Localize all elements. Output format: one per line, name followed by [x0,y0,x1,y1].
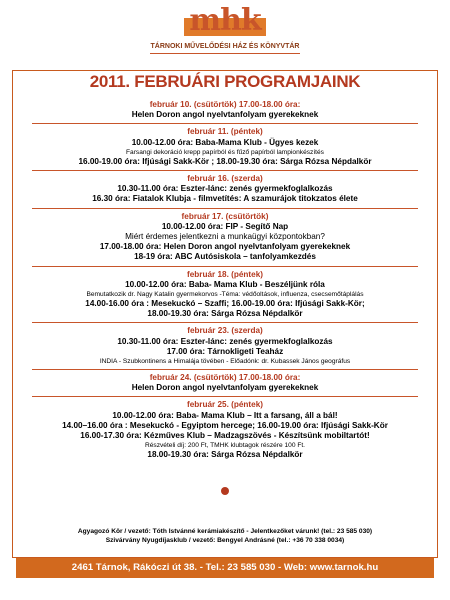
event-line: Részvételi díj: 200 Ft, TMHK klubtagok részére 100 Ft. [144,442,306,450]
event-date: február 24. (csütörtök) 17.00-18.00 óra: [149,373,301,383]
divider [32,369,418,370]
event-line: 16.00-19.00 óra: Ifjúsági Sakk-Kör ; 18.00-19.30 óra: Sárga Rózsa Népdalkör [78,156,372,166]
event-date: február 17. (csütörtök) [181,211,269,221]
event-block [14,373,436,393]
event-block [14,100,436,120]
logo [0,4,450,45]
event-line: Helen Doron angol nyelvtanfolyam gyerekeknek [131,110,319,120]
footer-contact: 2461 Tárnok, Rákóczi út 38. - Tel.: 23 585 030 - Web: www.tarnok.hu [16,558,434,578]
page-title: 2011. FEBRUÁRI PROGRAMJAINK [89,72,361,91]
event-line: 17.00-18.00 óra: Helen Doron angol nyelvtanfolyam gyerekeknek [99,242,351,252]
event-block [14,326,436,366]
event-line: 14.00-16.00 óra : Mesekuckó – Szaffi; 16.00-19.00 óra: Ifjúsági Sakk-Kör; [85,299,365,309]
event-line: Miért érdemes jelentkezni a munkaügyi központokban? [125,232,325,242]
event-block [14,270,436,320]
club-info-line: Szivárvány Nyugdíjasklub / vezető: Bengyel Andrásné (tel.: +36 70 338 0034) [105,537,345,544]
organization-name: TÁRNOKI MŰVELŐDÉSI HÁZ ÉS KÖNYVTÁR [150,43,300,50]
divider [32,266,418,267]
event-line: 17.00 óra: Tárnokligeti Teaház [166,346,284,356]
event-line: 16.00-17.30 óra: Kézműves Klub – Madzagszövés - Készítsünk mobiltartót! [80,431,370,441]
divider [150,53,300,54]
event-block [14,212,436,263]
club-info [0,527,450,545]
event-line: 10.00-12.00 óra: Baba- Mama Klub - Beszéljünk róla [125,279,325,289]
event-date: február 11. (péntek) [187,127,263,137]
event-date: február 18. (péntek) [187,269,263,279]
event-date: február 10. (csütörtök) 17.00-18.00 óra: [149,100,301,109]
event-line: 10.30-11.00 óra: Eszter-lánc: zenés gyermekfoglalkozás [117,336,333,346]
event-line: 10.00-12.00 óra: Baba- Mama Klub – Itt a farsang, áll a bál! [112,410,338,420]
event-line: 18.00-19.30 óra: Sárga Rózsa Népdalkör [147,450,303,460]
event-date: február 16. (szerda) [187,174,263,184]
bullet-dot [221,487,229,495]
event-block [14,400,436,460]
event-line: Farsangi dekoráció krepp papírból és fűző papírból lampionkészítés [126,148,324,156]
divider [32,396,418,397]
event-line: 16.30 óra: Fiatalok Klubja - filmvetítés: A szamurájok titokzatos élete [92,194,358,204]
event-line: 10.00-12.00 óra: FIP - Segítő Nap [161,221,289,231]
event-line: 18.00-19.30 óra: Sárga Rózsa Népdalkör [147,309,303,319]
event-line: 14.00–16.00 óra : Mesekuckó - Egyiptom hercege; 16.00-19.00 óra: Ifjúsági Sakk-Kör [62,420,388,430]
event-line: Helen Doron angol nyelvtanfolyam gyerekeknek [131,383,319,393]
event-line: INDIA - Szubkontinens a Himalája tövében - Előadónk: dr. Kubassek János geográfus [99,358,351,366]
event-block [14,127,436,167]
event-block [14,174,436,205]
event-list [14,100,436,460]
event-line: Bemutatkozik dr. Nagy Katalin gyermekorvos -Téma: védőoltások, influenza, csecsemőtáplálás [86,291,364,299]
event-date: február 25. (péntek) [187,400,263,410]
event-date: február 23. (szerda) [187,326,263,336]
divider [32,170,418,171]
divider [32,322,418,323]
event-line: 10.00-12.00 óra: Baba-Mama Klub - Ügyes kezek [131,137,319,147]
logo-text: mhk [189,3,261,38]
divider [32,123,418,124]
divider [32,208,418,209]
club-info-line: Agyagozó Kör / vezető: Tóth Istvánné kerámiakészítő - Jelentkezőket várunk! (tel.: 23 585 030) [77,528,373,535]
event-line: 18-19 óra: ABC Autósiskola – tanfolyamkezdés [134,252,316,262]
event-line: 10.30-11.00 óra: Eszter-lánc: zenés gyermekfoglalkozás [117,184,333,194]
